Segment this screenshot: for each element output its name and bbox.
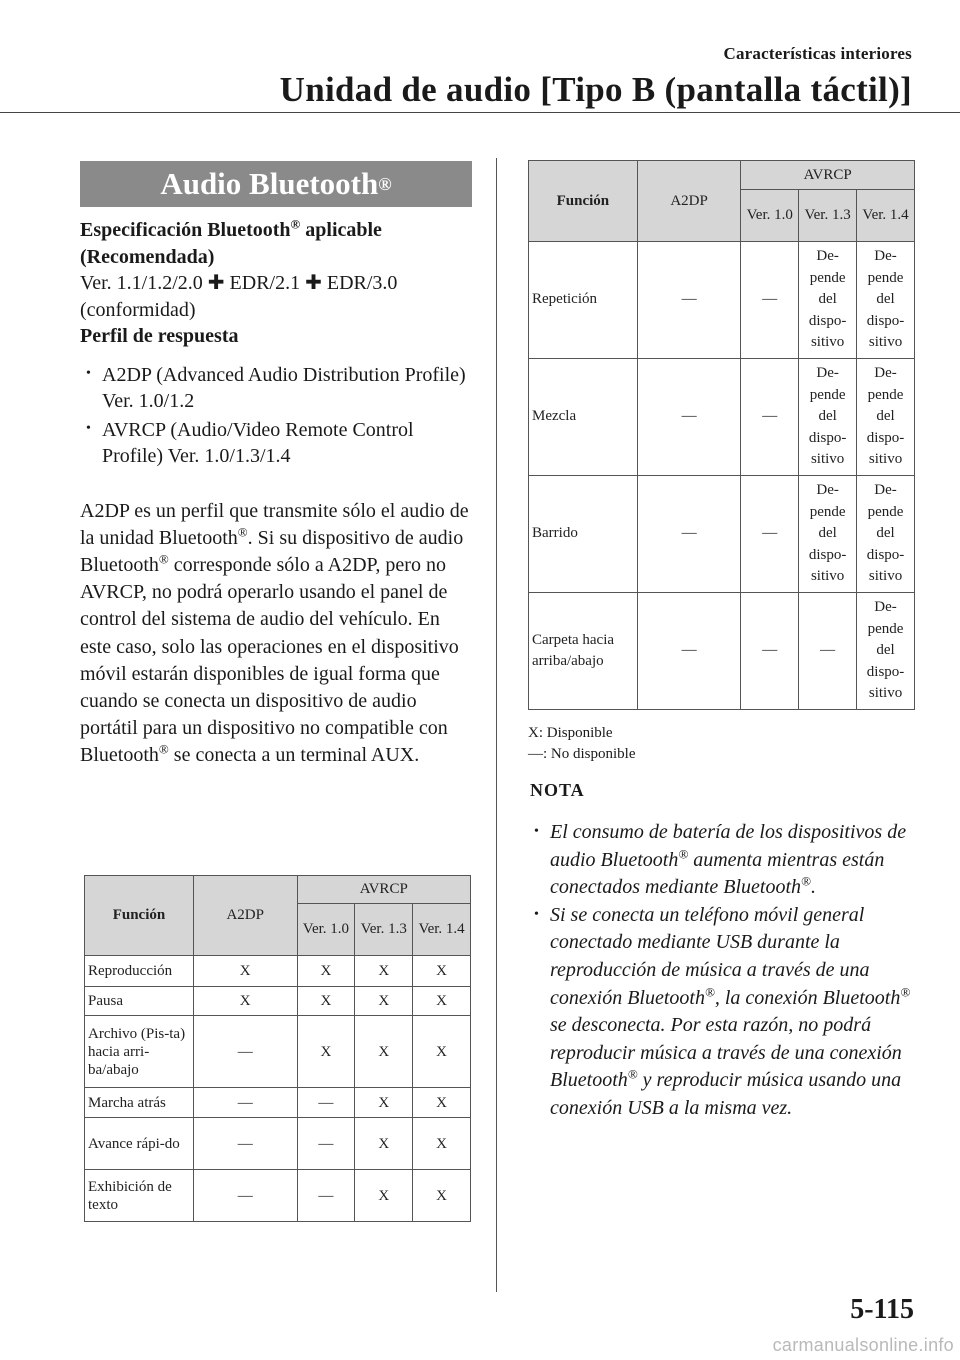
header-title: Unidad de audio [Tipo B (pantalla táctil)] [279,70,912,109]
table-row [85,987,471,1016]
col-header-ver14: Ver. 1.4 [857,190,915,242]
cell-function: Avance rápi-do [85,1118,194,1170]
cell-ver13: De-pende del dispo-sitivo [799,242,857,359]
list-item: • AVRCP (Audio/Video Remote Control Profile) Ver. 1.0/1.3/1.4 [80,417,472,470]
note-text: aumenta mientras están conectados mediante Bluetooth [550,848,885,899]
table-legend [528,723,636,765]
profile-heading: Perfil de respuesta [80,325,239,347]
page-header [280,44,912,110]
note-text: Si se conecta un teléfono móvil general conectado mediante USB durante la reproducción de música a través de una conexión Bluetooth [550,903,870,1009]
spec-version-line: Ver. 1.1/1.2/2.0 ✚ EDR/2.1 ✚ EDR/3.0 [80,272,398,294]
table-row [85,1170,471,1222]
legend-available: X: Disponible [528,725,613,741]
cell-ver10: — [297,1170,355,1222]
watermark: carmanualsonline.info [772,1335,954,1355]
cell-function: Pausa [85,987,194,1016]
col-header-ver13: Ver. 1.3 [355,904,413,956]
cell-ver10: — [741,359,799,476]
table-row [529,359,915,476]
table-row [529,242,915,359]
col-header-avrcp: AVRCP [741,161,915,190]
cell-ver10: — [741,593,799,710]
cell-ver14: De-pende del dispo-sitivo [857,242,915,359]
left-column [80,161,472,770]
table-header-row [529,161,915,190]
cell-a2dp: — [193,1170,297,1222]
note-text: El consumo de batería de los dispositivos de audio Bluetooth [550,821,907,871]
registered-mark: ® [627,1066,638,1082]
list-item: • A2DP (Advanced Audio Distribution Profile) Ver. 1.0/1.2 [80,362,472,415]
body-paragraph [80,498,472,770]
registered-mark: ® [900,983,911,999]
header-divider [0,112,960,113]
cell-a2dp: — [637,593,741,710]
cell-ver13: X [355,1088,413,1118]
registered-mark: ® [704,983,715,999]
cell-ver13: X [355,956,413,987]
header-section-label: Características interiores [723,44,912,63]
spec-heading-text-end: aplicable [300,219,382,241]
table-row [85,956,471,987]
legend-unavailable: —: No disponible [528,746,636,762]
cell-ver10: — [741,476,799,593]
note-item [528,902,920,1123]
table-row [529,476,915,593]
page-number: 5-115 [850,1294,914,1325]
registered-mark: ® [678,845,689,861]
cell-ver13: X [355,1016,413,1088]
registered-mark: ® [158,551,169,567]
cell-ver14: De-pende del dispo-sitivo [857,359,915,476]
cell-function: Mezcla [529,359,638,476]
profile-list [80,362,472,470]
note-text: y reproducir música usando una conexión USB a la misma vez. [550,1069,902,1119]
cell-ver10: X [297,956,355,987]
table-row [85,1016,471,1088]
spec-heading-line2: (Recomendada) [80,245,215,268]
col-header-function: Función [85,876,194,956]
cell-function: Archivo (Pis-ta) hacia arri-ba/abajo [85,1016,194,1088]
col-header-ver10: Ver. 1.0 [741,190,799,242]
cell-a2dp: — [193,1088,297,1118]
cell-a2dp: — [637,242,741,359]
cell-function: Repetición [529,242,638,359]
col-header-ver14: Ver. 1.4 [413,904,471,956]
function-table-2 [528,160,915,710]
col-header-avrcp: AVRCP [297,876,470,904]
registered-mark: ® [801,873,811,889]
note-title: NOTA [530,780,585,800]
cell-function: Barrido [529,476,638,593]
cell-ver13: X [355,1118,413,1170]
registered-mark: ® [290,216,301,232]
col-header-ver10: Ver. 1.0 [297,904,355,956]
cell-function: Exhibición de texto [85,1170,194,1222]
cell-ver14: De-pende del dispo-sitivo [857,476,915,593]
paragraph-text: corresponde sólo a A2DP, pero no AVRCP, no podrá operarlo usando el panel de control del sistema de audio del vehículo. En este caso, solo las operaciones en el dispositivo móvil estarán disponibles de igual forma que cuando se conecta un dispositivo de audio portátil para un dispositivo no compatible con Bluetooth [80,553,459,767]
section-title-banner: Audio Bluetooth ® [80,161,472,207]
col-header-function: Función [529,161,638,242]
cell-function: Reproducción [85,956,194,987]
cell-ver10: X [297,987,355,1016]
cell-ver14: X [413,1016,471,1088]
column-divider [496,158,497,1292]
function-table-1 [84,875,471,1222]
cell-ver13: De-pende del dispo-sitivo [799,476,857,593]
note-list [528,819,920,1123]
cell-ver10: — [741,242,799,359]
col-header-ver13: Ver. 1.3 [799,190,857,242]
section-title: Audio Bluetooth [160,166,379,201]
note-text: se desconecta. Por esta razón, no podrá reproducir música a través de una conexión Bluetooth [550,1014,902,1092]
cell-a2dp: — [637,359,741,476]
col-header-a2dp: A2DP [193,876,297,956]
cell-ver13: X [355,987,413,1016]
table-header-row [85,876,471,904]
spec-block [80,217,472,350]
spec-conformity: (conformidad) [80,298,196,321]
cell-a2dp: — [637,476,741,593]
cell-ver14: X [413,1170,471,1222]
cell-ver14: X [413,1088,471,1118]
cell-a2dp: X [193,956,297,987]
cell-a2dp: — [193,1016,297,1088]
note-text: . [810,876,816,899]
table-row [529,593,915,710]
cell-function: Carpeta hacia arriba/abajo [529,593,638,710]
table-row [85,1118,471,1170]
paragraph-text: se conecta a un terminal AUX. [168,744,420,767]
cell-ver10: — [297,1118,355,1170]
cell-ver14: X [413,987,471,1016]
note-item [528,819,920,902]
col-header-a2dp: A2DP [637,161,741,242]
cell-ver14: De-pende del dispo-sitivo [857,593,915,710]
paragraph-text: . Si su dispositivo de audio Bluetooth [80,526,464,576]
table-row [85,1088,471,1118]
spec-heading [80,217,472,244]
cell-function: Marcha atrás [85,1088,194,1118]
registered-mark: ® [158,741,169,757]
note-box [528,780,920,1123]
cell-ver13: — [799,593,857,710]
paragraph-text: A2DP es un perfil que transmite sólo el audio de la unidad Bluetooth [80,499,469,549]
note-text: , la conexión Bluetooth [714,986,901,1009]
cell-ver13: De-pende del dispo-sitivo [799,359,857,476]
cell-ver14: X [413,1118,471,1170]
cell-ver10: — [297,1088,355,1118]
cell-ver13: X [355,1170,413,1222]
cell-a2dp: — [193,1118,297,1170]
spec-heading-text: Especificación Bluetooth [80,219,291,241]
cell-ver10: X [297,1016,355,1088]
cell-a2dp: X [193,987,297,1016]
registered-mark: ® [237,524,248,540]
cell-ver14: X [413,956,471,987]
